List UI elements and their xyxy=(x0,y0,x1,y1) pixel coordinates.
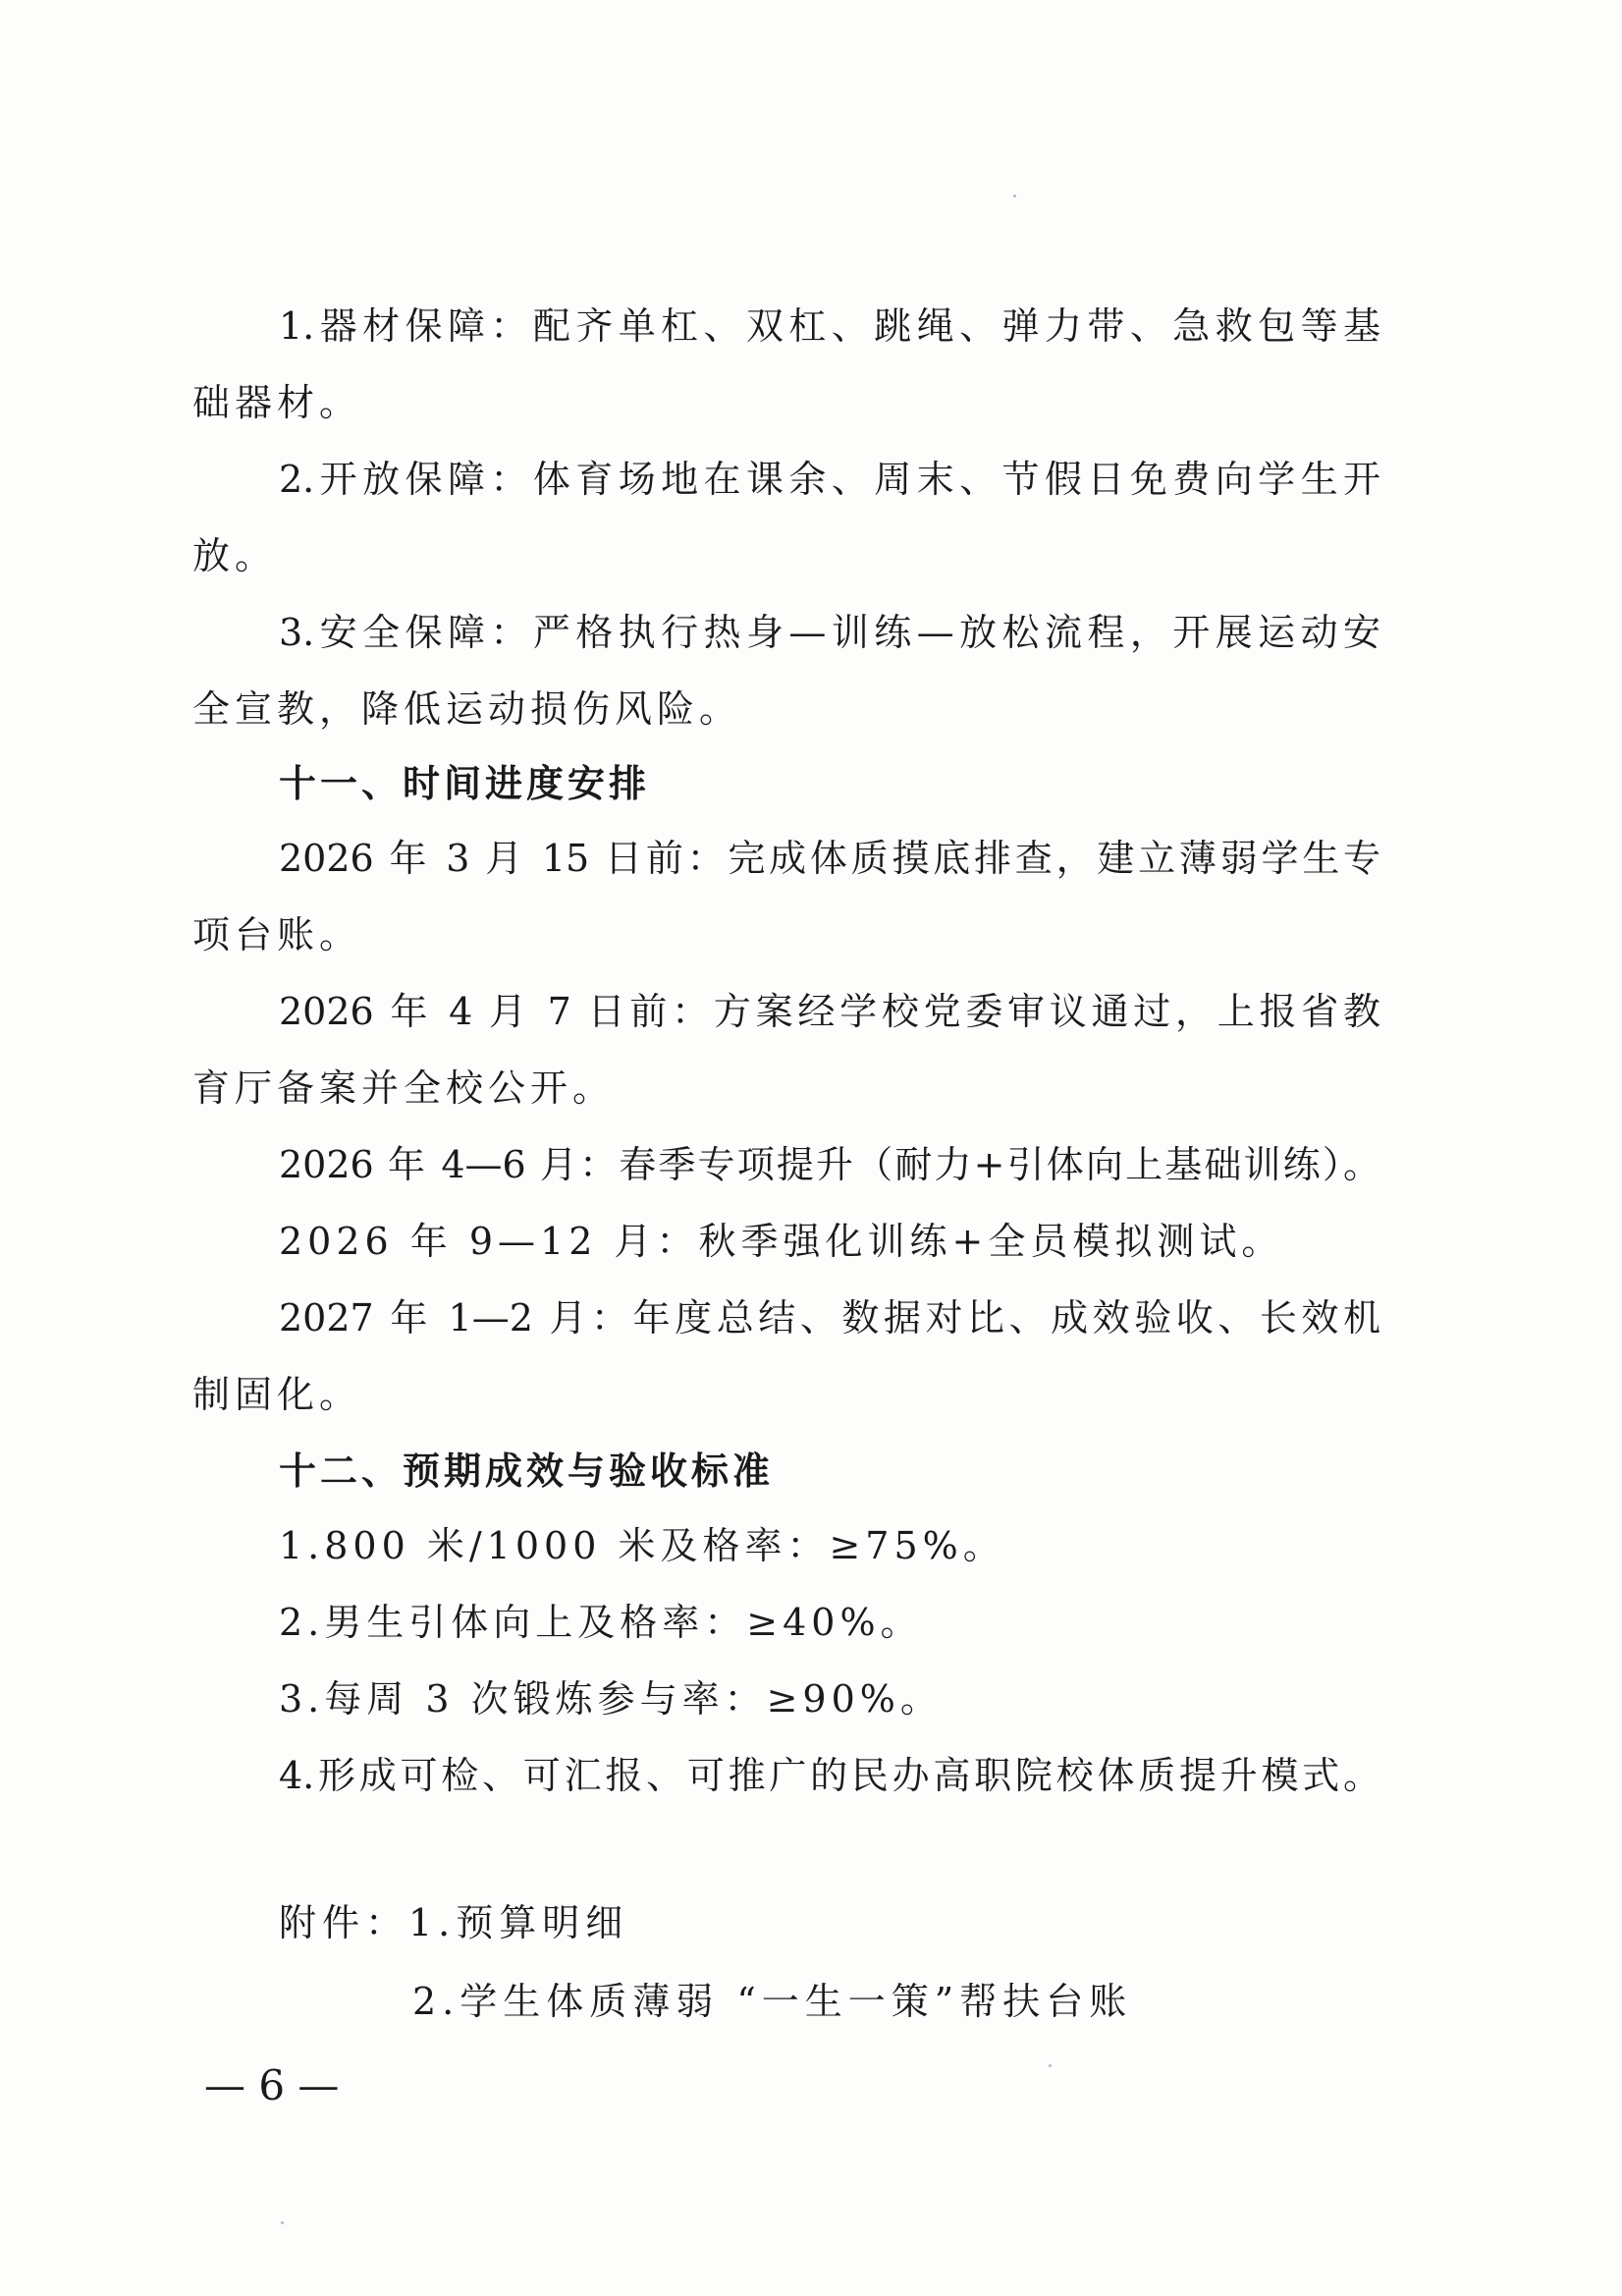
scan-speck xyxy=(1049,2064,1052,2067)
body-line: 2027 年 1—2 月：年度总结、数据对比、成效验收、长效机 xyxy=(279,1296,1380,1339)
body-line: 2026 年 9—12 月：秋季强化训练+全员模拟测试。 xyxy=(279,1220,1284,1263)
body-line: 3.安全保障：严格执行热身—训练—放松流程，开展运动安 xyxy=(279,611,1380,654)
body-line: 2026 年 4—6 月：春季专项提升（耐力+引体向上基础训练）。 xyxy=(279,1143,1380,1186)
body-line: 2026 年 3 月 15 日前：完成体质摸底排查，建立薄弱学生专 xyxy=(279,837,1380,880)
body-line: 4.形成可检、可汇报、可推广的民办高职院校体质提升模式。 xyxy=(279,1754,1380,1797)
body-line: 1.器材保障：配齐单杠、双杠、跳绳、弹力带、急救包等基 xyxy=(279,304,1380,348)
attachment-line: 2.学生体质薄弱 “一生一策”帮扶台账 xyxy=(412,1980,1133,2023)
body-line: 2026 年 4 月 7 日前：方案经学校党委审议通过，上报省教 xyxy=(279,990,1380,1033)
body-line: 3.每周 3 次锻炼参与率：≥90%。 xyxy=(279,1677,943,1721)
section-heading: 十二、预期成效与验收标准 xyxy=(279,1449,775,1493)
body-line: 1.800 米/1000 米及格率：≥75%。 xyxy=(279,1524,1005,1567)
section-heading: 十一、时间进度安排 xyxy=(279,762,651,805)
body-line: 育厅备案并全校公开。 xyxy=(192,1066,616,1110)
scan-speck xyxy=(1013,194,1016,197)
body-line: 全宣教，降低运动损伤风险。 xyxy=(192,687,742,731)
body-line: 制固化。 xyxy=(192,1373,362,1416)
body-line: 放。 xyxy=(192,534,278,577)
body-line: 项台账。 xyxy=(192,913,362,957)
scan-speck xyxy=(281,2221,284,2224)
body-line: 2.开放保障：体育场地在课余、周末、节假日免费向学生开 xyxy=(279,458,1380,501)
attachment-line: 附件：1.预算明细 xyxy=(279,1901,629,1944)
body-line: 础器材。 xyxy=(192,381,362,424)
page-number: — 6 — xyxy=(204,2061,340,2109)
body-line: 2.男生引体向上及格率：≥40%。 xyxy=(279,1601,923,1644)
